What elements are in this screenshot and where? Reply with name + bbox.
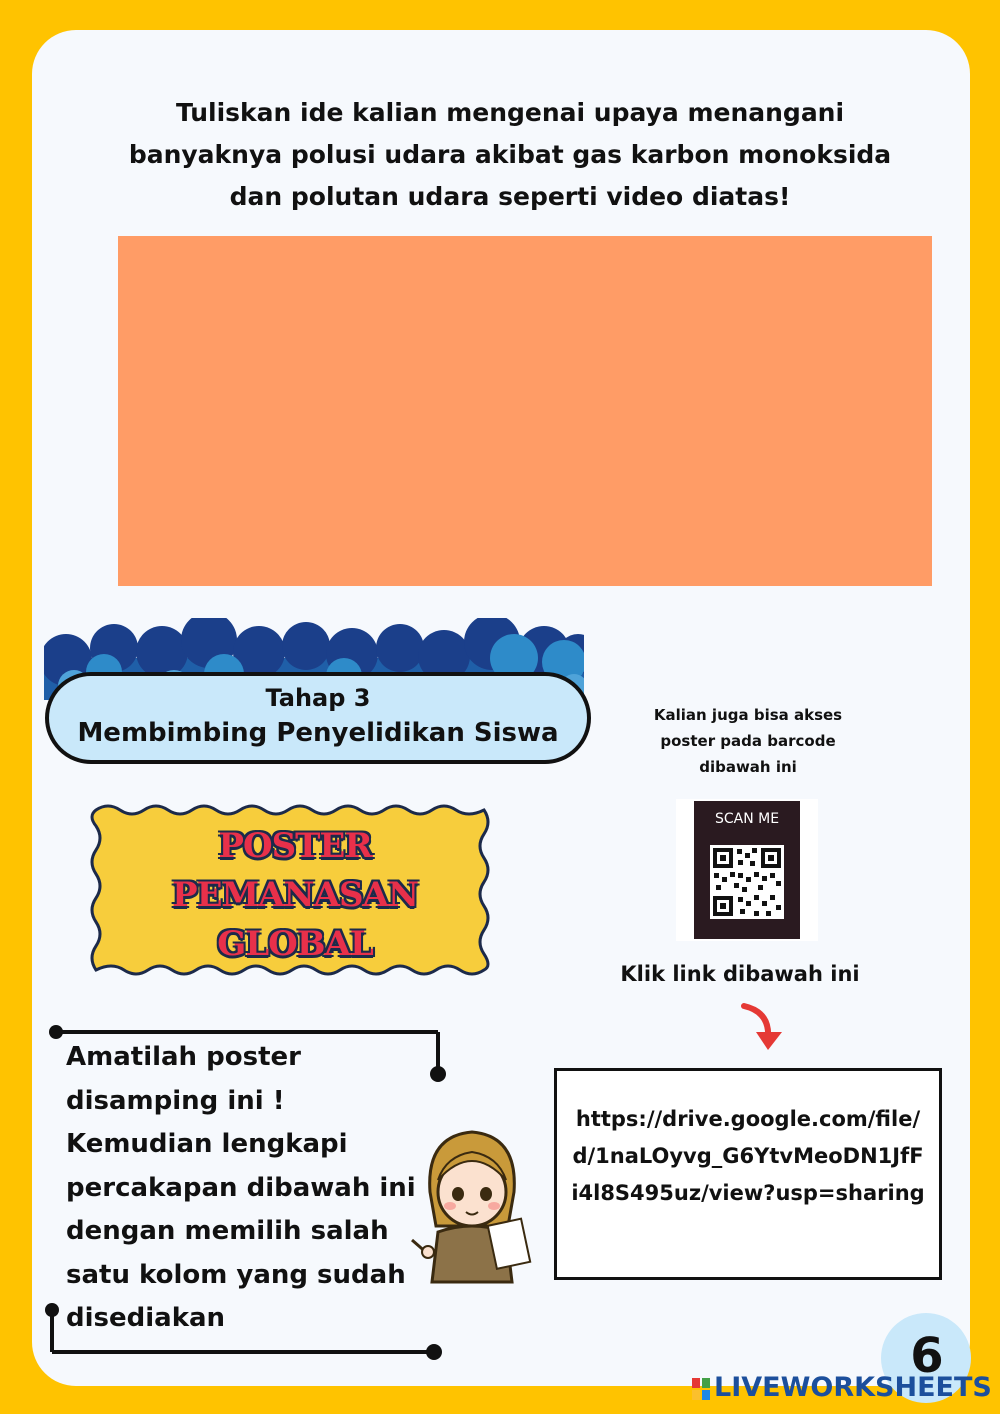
instruction-line: percakapan dibawah ini [66,1172,416,1203]
answer-input[interactable] [118,236,932,586]
click-instruction: Klik link dibawah ini [620,962,860,986]
prompt-line: Tuliskan ide kalian mengenai upaya menangani [175,98,845,127]
scan-me-label: SCAN ME [714,811,780,827]
prompt-line: dan polutan udara seperti video diatas! [229,182,791,211]
instruction-line: Amatilah poster [66,1042,301,1072]
qr-code-frame [694,801,800,939]
stage-title: Membimbing Penyelidikan Siswa [77,718,559,748]
qr-note-line: Kalian juga bisa akses [653,706,843,724]
instruction-line: disamping ini ! [66,1085,285,1116]
page-number: 6 [910,1328,944,1384]
stage-number: Tahap 3 [265,684,371,712]
poster-title-line: GLOBAL [217,924,373,964]
poster-link[interactable]: https://drive.google.com/file/d/1naLOyvg_G6YtvMeoDN1JfFi4l8S495uz/view?usp=sharing [571,1107,925,1205]
instruction-line: satu kolom yang sudah [66,1259,406,1290]
instruction-text [66,1036,426,1341]
instruction-line: disediakan [66,1303,226,1333]
qr-note-line: poster pada barcode [660,732,836,750]
instruction-line: Kemudian lengkapi [66,1129,348,1159]
qr-code-icon [710,845,784,919]
teacher-illustration [408,1122,536,1288]
qr-note-line: dibawah ini [699,758,797,776]
qr-note [638,702,858,780]
instruction-line: dengan memilih salah [66,1216,389,1246]
poster-title-line: PEMANASAN [172,875,418,915]
link-box[interactable] [554,1068,942,1280]
poster-title [160,822,430,969]
arrow-down-icon [736,998,788,1056]
brand-name: LIVEWORKSHEETS [714,1372,992,1403]
poster-title-line: POSTER [218,826,372,866]
prompt-line: banyaknya polusi udara akibat gas karbon monoksida [128,140,892,169]
stage-banner [45,672,591,764]
qr-code-card [676,799,818,941]
prompt-text [120,92,900,218]
liveworksheets-logo-icon [692,1378,710,1400]
